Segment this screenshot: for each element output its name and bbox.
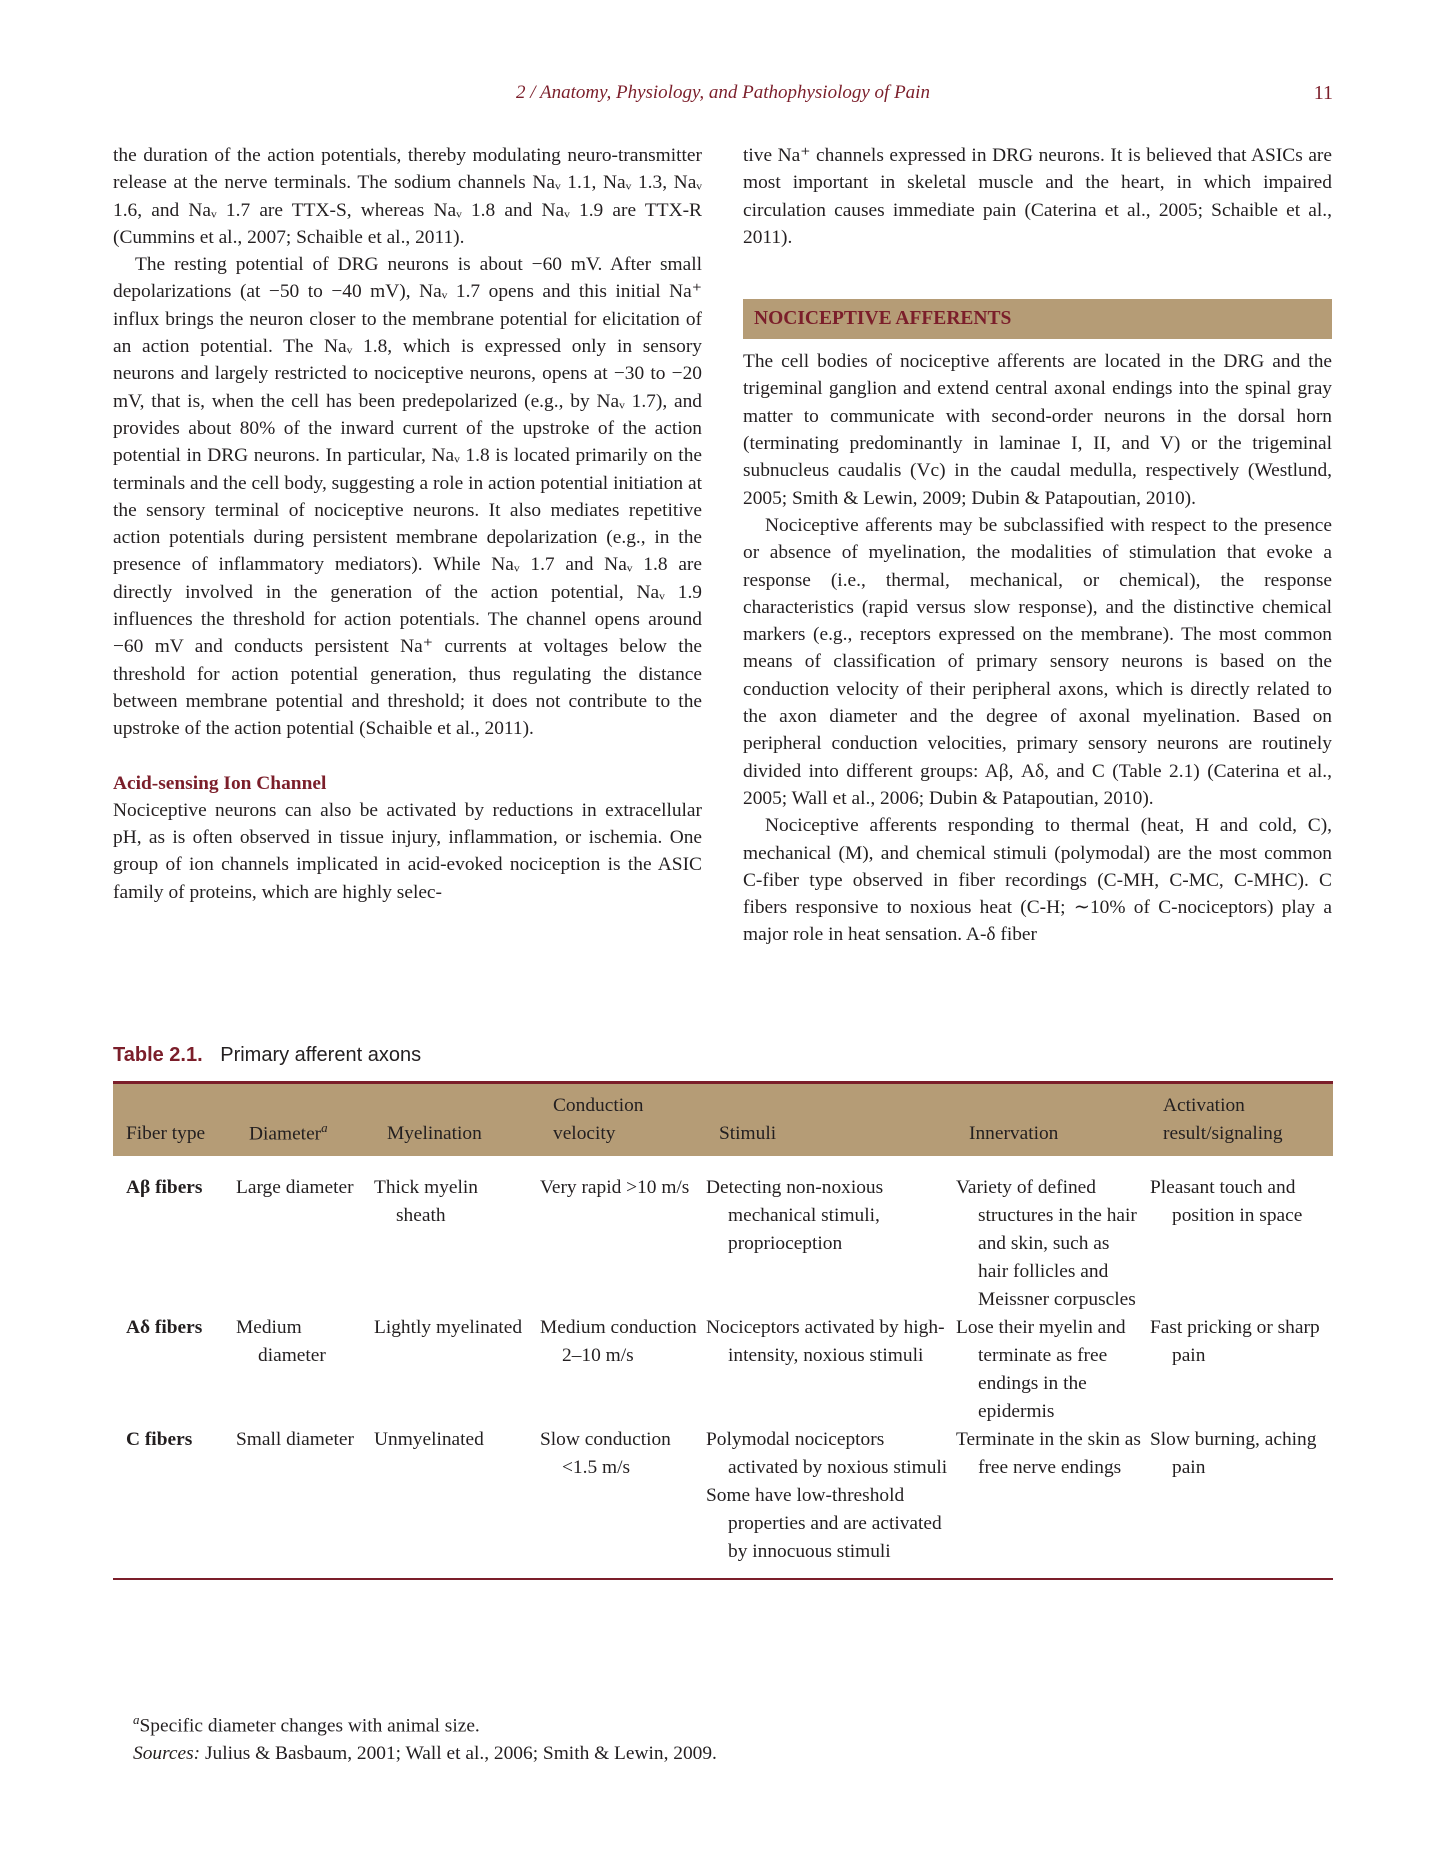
running-head: 2 / Anatomy, Physiology, and Pathophysiology of Pain (516, 82, 930, 103)
table-title: Primary afferent axons (220, 1044, 422, 1066)
table-row (113, 1426, 1333, 1579)
cell-diameter: Small diameter (236, 1429, 354, 1450)
cell-fiber: Aδ fibers (126, 1317, 203, 1338)
table-label: Table 2.1. (113, 1044, 203, 1066)
cell-innervation: Variety of defined structures in the hair and skin, such as hair follicles and Meissner corpuscles (956, 1177, 1137, 1310)
paragraph: Nociceptive afferents responding to thermal (heat, H and cold, C), mechanical (M), and chemical stimuli (polymodal) are the most common C-fiber type observed in fiber recordings (C-MH, C-MC, C-MHC). C fibers responsive to noxious heat (C-H; ∼10% of C-nociceptors) play a major role in heat sensation. A-δ fiber (743, 815, 1332, 946)
header-myelination: Myelination (387, 1123, 482, 1144)
table-header (113, 1083, 1333, 1157)
page-header (113, 82, 1333, 112)
header-line: Activation (1163, 1095, 1245, 1116)
paragraph: Nociceptive afferents may be subclassified with respect to the presence or absence of myelination, the modalities of stimulation that evoke a response (i.e., thermal, mechanical, or chemical), the response characteristics (rapid versus slow response), and the distinctive chemical markers (e.g., receptors expressed on the membrane). The most common means of classification of primary sensory neurons is based on the conduction velocity of their peripheral axons, which is directly related to the axon diameter and the degree of axonal myelination. Based on peripheral conduction velocities, primary sensory neurons are routinely divided into different groups: Aβ, Aδ, and C (Table 2.1) (Caterina et al., 2005; Wall et al., 2006; Dubin & Patapoutian, 2010). (743, 514, 1332, 809)
cell-myelination: Thick myelin sheath (374, 1177, 478, 1226)
sources-text: Julius & Basbaum, 2001; Wall et al., 2006; Smith & Lewin, 2009. (205, 1743, 717, 1765)
table-caption (113, 1044, 1333, 1067)
subheading: Acid-sensing Ion Channel (113, 772, 327, 794)
table-notes (133, 1706, 717, 1768)
header-fiber-type: Fiber type (126, 1123, 206, 1144)
cell-fiber: Aβ fibers (126, 1177, 203, 1198)
header-line: result/signaling (1163, 1123, 1283, 1144)
paragraph: Nociceptive neurons can also be activated by reductions in extracellular pH, as is often observed in tissue injury, inflammation, or ischemia. One group of ion channels implicated in acid-evoked nociception is the ASIC family of proteins, which are highly selec- (113, 799, 702, 903)
footnote-text: Specific diameter changes with animal size. (139, 1715, 480, 1737)
footnote (133, 1706, 717, 1740)
cell-myelination: Lightly myelinated (374, 1317, 523, 1338)
cell-line: Some have low-threshold properties and are activated by innocuous stimuli (706, 1485, 942, 1562)
header-diameter (236, 1083, 374, 1157)
cell-fiber: C fibers (126, 1429, 193, 1450)
sources-label: Sources: (133, 1743, 201, 1765)
page-number: 11 (1313, 82, 1333, 104)
cell-stimuli (706, 1156, 956, 1314)
cell-activation: Pleasant touch and position in space (1150, 1177, 1303, 1226)
spacer (113, 743, 702, 770)
cell-conduction: Medium conduction 2–10 m/s (540, 1317, 697, 1366)
header-conduction (540, 1083, 706, 1157)
cell-conduction: Slow conduction <1.5 m/s (540, 1429, 671, 1478)
header-line: Conduction (553, 1095, 644, 1116)
header-stimuli: Stimuli (719, 1123, 777, 1144)
left-column (113, 142, 702, 906)
cell-line: Nociceptors activated by high-intensity, noxious stimuli (706, 1317, 945, 1366)
header-innervation: Innervation (969, 1123, 1059, 1144)
cell-diameter: Medium diameter (236, 1317, 326, 1366)
cell-innervation: Lose their myelin and terminate as free endings in the epidermis (956, 1317, 1126, 1422)
table-body (113, 1156, 1333, 1579)
cell-innervation: Terminate in the skin as free nerve endings (956, 1429, 1141, 1478)
cell-diameter: Large diameter (236, 1177, 354, 1198)
cell-stimuli (706, 1314, 956, 1426)
paragraph: the duration of the action potentials, thereby modulating neuro-transmitter release at the nerve terminals. The sodium channels Naᵥ 1.1, Naᵥ 1.3, Naᵥ 1.6, and Naᵥ 1.7 are TTX-S, whereas Naᵥ 1.8 and Naᵥ 1.9 are TTX-R (Cummins et al., 2007; Schaible et al., 2011). (113, 145, 702, 248)
footnote-marker: a (321, 1119, 328, 1135)
table-row (113, 1314, 1333, 1426)
table-block (113, 1044, 1333, 1580)
section-heading: NOCICEPTIVE AFFERENTS (743, 299, 1332, 339)
cell-stimuli (706, 1426, 956, 1579)
paragraph: The cell bodies of nociceptive afferents are located in the DRG and the trigeminal ganglion and extend central axonal endings into the spinal gray matter to communicate with second-order neurons in the dorsal horn (terminating predominantly in laminae I, II, and V) or the trigeminal subnucleus caudalis (Vc) in the caudal medulla, respectively (Westlund, 2005; Smith & Lewin, 2009; Dubin & Patapoutian, 2010). (743, 351, 1332, 509)
paragraph: tive Na⁺ channels expressed in DRG neurons. It is believed that ASICs are most important in skeletal muscle and the heart, in which impaired circulation causes immediate pain (Caterina et al., 2005; Schaible et al., 2011). (743, 145, 1332, 248)
header-diameter-text: Diameter (249, 1123, 322, 1144)
cell-myelination: Unmyelinated (374, 1429, 484, 1450)
cell-activation: Fast pricking or sharp pain (1150, 1317, 1320, 1366)
afferent-table (113, 1081, 1333, 1580)
paragraph: The resting potential of DRG neurons is about −60 mV. After small depolarizations (at −50 to −40 mV), Naᵥ 1.7 opens and this initial Na⁺ influx brings the neuron closer to the membrane potential for elicitation of an action potential. The Naᵥ 1.8, which is expressed only in sensory neurons and largely restricted to nociceptive neurons, opens at −30 to −20 mV, that is, when the cell has been predepolarized (e.g., by Naᵥ 1.7), and provides about 80% of the inward current of the upstroke of the action potential in DRG neurons. In particular, Naᵥ 1.8 is located primarily on the terminals and the cell body, suggesting a role in action potential initiation at the sensory terminal of nociceptive neurons. It also mediates repetitive action potentials during persistent membrane depolarization (e.g., in the presence of inflammatory mediators). While Naᵥ 1.7 and Naᵥ 1.8 are directly involved in the generation of the action potential, Naᵥ 1.9 influences the threshold for action potentials. The channel opens around −60 mV and conducts persistent Na⁺ currents at voltages below the threshold for action potential generation, thus regulating the distance between membrane potential and threshold; it does not contribute to the upstroke of the action potential (Schaible et al., 2011). (113, 254, 702, 740)
table-row (113, 1156, 1333, 1314)
cell-line: Polymodal nociceptors activated by noxious stimuli (706, 1429, 948, 1478)
header-line: velocity (553, 1123, 616, 1144)
cell-line: Detecting non-noxious mechanical stimuli, proprioception (706, 1177, 884, 1254)
cell-conduction: Very rapid >10 m/s (540, 1177, 690, 1198)
right-column (743, 142, 1332, 949)
sources (133, 1740, 717, 1768)
footnote-marker: a (133, 1712, 140, 1727)
header-activation (1150, 1083, 1333, 1157)
cell-activation: Slow burning, aching pain (1150, 1429, 1317, 1478)
